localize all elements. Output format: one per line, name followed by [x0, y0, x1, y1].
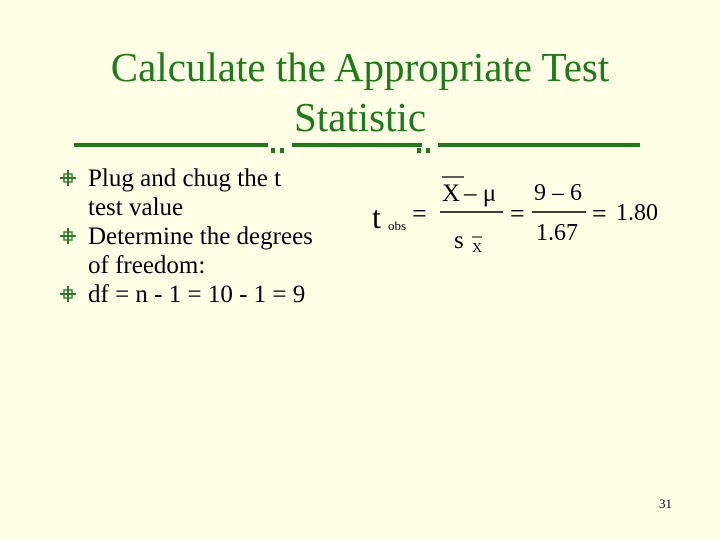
svg-text:=: = [412, 199, 427, 228]
svg-text:=: = [510, 199, 525, 228]
bullet-cross-icon [60, 286, 76, 302]
bullet-line: df = n - 1 = 10 - 1 = 9 [88, 281, 306, 308]
bullet-line: Determine the degrees [88, 223, 313, 250]
formula-minus-mu: – μ [464, 180, 497, 207]
bullet-item [60, 222, 360, 280]
formula-numerator-values: 9 – 6 [534, 180, 582, 206]
slide-title-line-1: Calculate the Appropriate Test [110, 44, 610, 90]
bullet-item [60, 280, 360, 309]
slide-title-line-2: Statistic [293, 94, 427, 140]
page-number: 31 [659, 496, 672, 511]
bullet-line: Plug and chug the t [88, 165, 282, 192]
bullet-cross-icon [60, 170, 76, 186]
formula-t-symbol: t [372, 199, 381, 235]
svg-text:=: = [592, 199, 607, 228]
bullet-list [60, 164, 360, 309]
bullet-item [60, 164, 360, 222]
t-statistic-formula [368, 168, 678, 268]
bullet-line: of freedom: [88, 252, 206, 279]
formula-s: s [454, 227, 464, 254]
formula-result: 1.80 [616, 200, 658, 226]
bullet-cross-icon [60, 228, 76, 244]
formula-denominator-value: 1.67 [536, 220, 578, 246]
formula-t-subscript: obs [388, 218, 407, 233]
formula-s-subscript: X [472, 241, 483, 256]
title-underline-divider [74, 140, 640, 154]
bullet-line: test value [88, 194, 184, 221]
slide-title [60, 42, 660, 142]
formula-xbar: X [442, 180, 461, 207]
